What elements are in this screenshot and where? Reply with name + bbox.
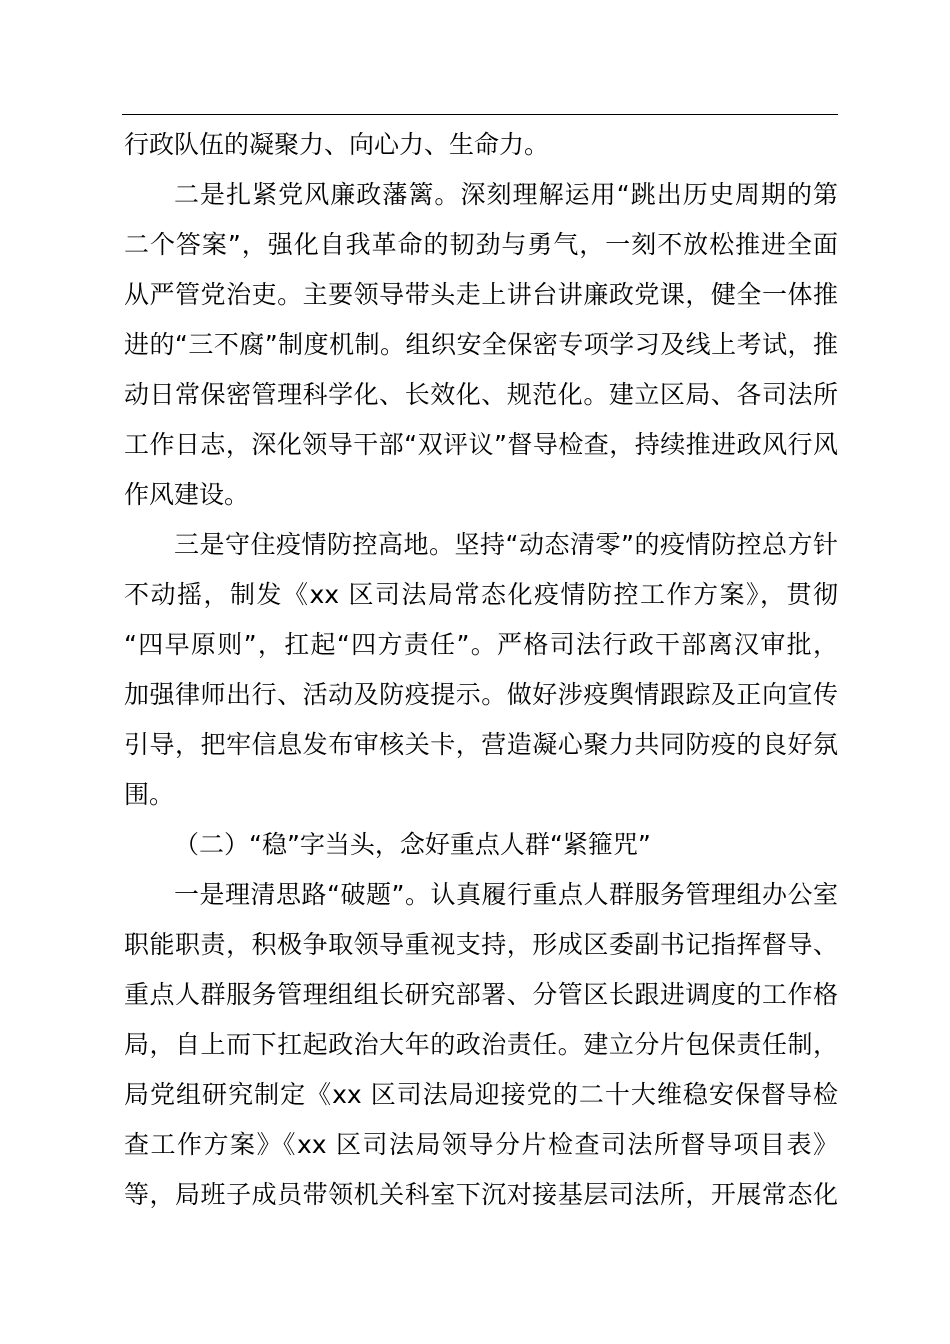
text-line: 作风建设。	[124, 480, 250, 509]
text-line: 围。	[124, 780, 175, 809]
text-line: 二是扎紧党风廉政藩篱。深刻理解运用“跳出历史周期的第	[174, 180, 838, 209]
text-line: 动日常保密管理科学化、长效化、规范化。建立区局、各司法所	[124, 380, 838, 409]
text-line: 引导，把牢信息发布审核关卡，营造凝心聚力共同防疫的良好氛	[124, 730, 838, 759]
text-line: 等，局班子成员带领机关科室下沉对接基层司法所，开展常态化	[124, 1180, 838, 1209]
text-line: 从严管党治吏。主要领导带头走上讲台讲廉政党课，健全一体推	[124, 280, 838, 309]
text-line: 局，自上而下扛起政治大年的政治责任。建立分片包保责任制，	[124, 1030, 838, 1059]
text-line: （二）“稳”字当头，念好重点人群“紧箍咒”	[174, 830, 651, 859]
text-line: 进的“三不腐”制度机制。组织安全保密专项学习及线上考试，推	[124, 330, 838, 359]
text-line: 局党组研究制定《xx 区司法局迎接党的二十大维稳安保督导检	[124, 1080, 838, 1109]
header-rule	[122, 114, 838, 115]
text-line: “四早原则”，扛起“四方责任”。严格司法行政干部离汉审批，	[124, 630, 838, 659]
text-line: 查工作方案》《xx 区司法局领导分片检查司法所督导项目表》	[124, 1130, 838, 1159]
text-line: 工作日志，深化领导干部“双评议”督导检查，持续推进政风行风	[124, 430, 838, 459]
text-line: 行政队伍的凝聚力、向心力、生命力。	[124, 130, 550, 159]
document-body	[124, 120, 838, 1220]
text-line: 一是理清思路“破题”。认真履行重点人群服务管理组办公室	[174, 880, 838, 909]
text-line: 重点人群服务管理组组长研究部署、分管区长跟进调度的工作格	[124, 980, 838, 1009]
text-line: 不动摇，制发《xx 区司法局常态化疫情防控工作方案》，贯彻	[124, 580, 838, 609]
text-line: 二个答案”，强化自我革命的韧劲与勇气，一刻不放松推进全面	[124, 230, 838, 259]
text-line: 职能职责，积极争取领导重视支持，形成区委副书记指挥督导、	[124, 930, 838, 959]
text-line: 加强律师出行、活动及防疫提示。做好涉疫舆情跟踪及正向宣传	[124, 680, 838, 709]
text-line: 三是守住疫情防控高地。坚持“动态清零”的疫情防控总方针	[174, 530, 838, 559]
